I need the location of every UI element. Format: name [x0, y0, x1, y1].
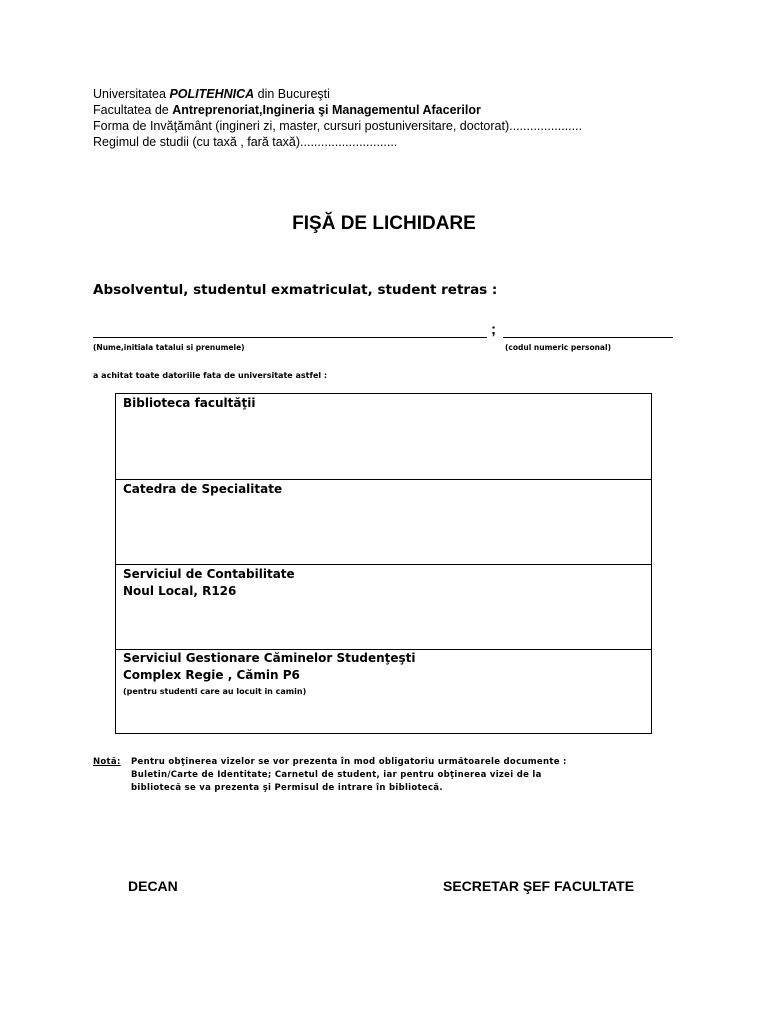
cnp-line[interactable] — [503, 337, 673, 338]
secretary-signature-label: SECRETAR ŞEF FACULTATE — [443, 878, 635, 894]
study-form-line: Forma de Invăţământ (ingineri zi, master, cursuri postuniversitare, doctorat)..................... — [93, 119, 583, 133]
section-title: Serviciul Gestionare Căminelor Studenţeşti — [123, 651, 416, 665]
name-line[interactable] — [93, 337, 487, 338]
cnp-caption: (codul numeric personal) — [505, 343, 611, 352]
university-line — [93, 86, 330, 102]
section-title: Catedra de Specialitate — [123, 482, 283, 496]
faculty-line — [93, 102, 481, 118]
note-line-2: Buletin/Carte de Identitate; Carnetul de student, iar pentru obţinerea vizei de la — [131, 770, 542, 780]
section-location: Complex Regie , Cămin P6 — [123, 668, 300, 682]
statement: a achitat toate datoriile fata de universitate astfel : — [93, 371, 328, 380]
note-line-3: bibliotecă se va prezenta şi Permisul de intrare în bibliotecă. — [131, 783, 443, 793]
name-caption: (Nume,initiala tatalui si prenumele) — [93, 343, 245, 352]
section-department[interactable] — [116, 480, 651, 565]
note-label — [93, 755, 121, 769]
clearance-table — [115, 393, 652, 734]
subtitle: Absolventul, studentul exmatriculat, student retras : — [93, 282, 498, 298]
note-label-text: Notă: — [93, 757, 121, 767]
section-title: Biblioteca facultăţii — [123, 396, 256, 410]
section-accounting[interactable] — [116, 565, 651, 650]
section-location: Noul Local, R126 — [123, 584, 237, 598]
section-library[interactable] — [116, 394, 651, 480]
field-separator: ; — [491, 321, 496, 338]
university-prefix: Universitatea — [93, 87, 170, 101]
faculty-prefix: Facultatea de — [93, 103, 173, 117]
university-name: POLITEHNICA — [169, 87, 255, 101]
section-dormitory[interactable] — [116, 650, 651, 733]
note-line-1: Pentru obţinerea vizelor se vor prezenta în mod obligatoriu următoarele documente : — [131, 757, 567, 767]
study-regime-line: Regimul de studii (cu taxă , fară taxă)............................ — [93, 135, 398, 149]
section-title: Serviciul de Contabilitate — [123, 567, 295, 581]
section-note: (pentru studenti care au locuit in camin) — [123, 687, 307, 696]
page-title: FIŞĂ DE LICHIDARE — [292, 213, 476, 234]
university-suffix: din Bucureşti — [254, 87, 330, 101]
dean-signature-label: DECAN — [128, 878, 178, 894]
faculty-name: Antreprenoriat,Ingineria şi Managementul Afacerilor — [172, 103, 481, 117]
